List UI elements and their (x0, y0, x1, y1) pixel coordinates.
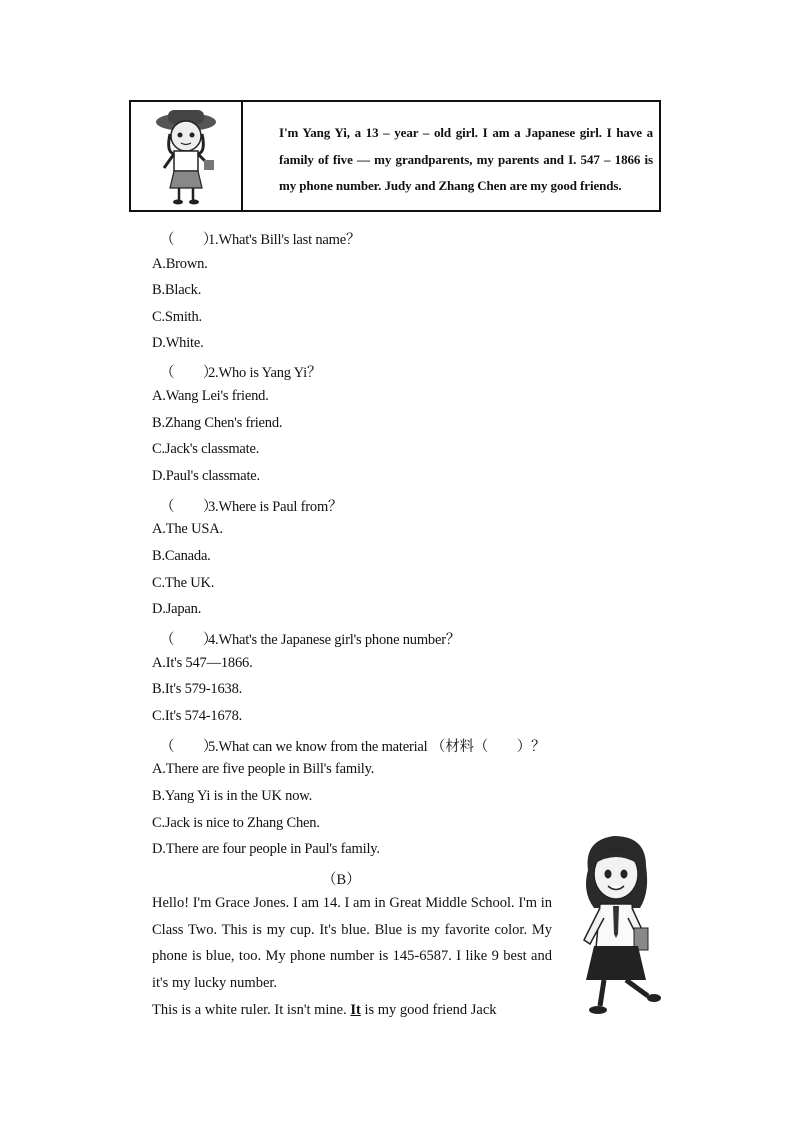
answer-blank[interactable]: （ ） (160, 739, 218, 755)
question-stem: 5.What can we know from the material （材料（ ）？ (208, 739, 546, 755)
q1-option-a: A.Brown. (152, 256, 208, 272)
question-2 (160, 361, 321, 382)
paragraph-text (120, 997, 552, 1024)
question-stem: 3.Where is Paul from？ (208, 499, 343, 515)
q3-option-d: D.Japan. (152, 601, 202, 617)
question-stem: 2.Who is Yang Yi？ (208, 365, 322, 381)
profile-passage-text: I'm Yang Yi, a 13 – year – old girl. I am a Japanese girl. I have a family of five — my grandparents, my parents and I. 547 – 1866 is my phone number. Judy and Zhang Chen are my good friends. (279, 125, 653, 193)
q3-option-b: B.Canada. (152, 548, 211, 564)
q3-option-c: C.The UK. (152, 575, 215, 591)
question-5 (160, 735, 545, 756)
q5-option-d: D.There are four people in Paul's family. (152, 841, 380, 857)
profile-passage (243, 102, 659, 210)
answer-blank[interactable]: （ ） (160, 499, 218, 515)
paragraph-text-start: This is a white ruler. It isn't mine. (152, 1002, 351, 1018)
answer-blank[interactable]: （ ） (160, 232, 218, 248)
q1-option-b: B.Black. (152, 282, 202, 298)
paragraph-text: Hello! I'm Grace Jones. I am 14. I am in Great Middle School. I'm in Class Two. This is my cup. It's blue. Blue is my favorite color. My phone is blue, too. My phone number is 145-6587. I like 9 best and it's my lucky number. (152, 895, 552, 992)
q2-option-b: B.Zhang Chen's friend. (152, 415, 283, 431)
answer-blank[interactable]: （ ） (160, 632, 218, 648)
q5-option-a: A.There are five people in Bill's family. (152, 761, 375, 777)
q1-option-d: D.White. (152, 335, 204, 351)
cartoon-girl-hat-illustration (144, 104, 228, 208)
q2-option-d: D.Paul's classmate. (152, 468, 260, 484)
q4-option-a: A.It's 547—1866. (152, 655, 253, 671)
paragraph-text-end: is my good friend Jack (360, 1002, 497, 1018)
underlined-word: It (350, 1002, 361, 1018)
section-b-label: （B） (322, 872, 361, 888)
schoolgirl-illustration (566, 830, 670, 1020)
section-b-paragraph-2 (120, 997, 552, 1024)
q1-option-c: C.Smith. (152, 309, 202, 325)
question-1 (160, 228, 360, 249)
question-stem: 1.What's Bill's last name？ (208, 232, 361, 248)
profile-box (129, 100, 661, 212)
q5-option-b: B.Yang Yi is in the UK now. (152, 788, 313, 804)
question-3 (160, 495, 342, 516)
q2-option-a: A.Wang Lei's friend. (152, 388, 269, 404)
q5-option-c: C.Jack is nice to Zhang Chen. (152, 815, 320, 831)
question-stem: 4.What's the Japanese girl's phone number？ (208, 632, 461, 648)
q4-option-b: B.It's 579-1638. (152, 681, 243, 697)
question-4 (160, 628, 460, 649)
section-b-paragraph-1 (120, 890, 552, 997)
q2-option-c: C.Jack's classmate. (152, 441, 260, 457)
girl-photo (131, 102, 243, 210)
q4-option-c: C.It's 574-1678. (152, 708, 243, 724)
q3-option-a: A.The USA. (152, 521, 223, 537)
answer-blank[interactable]: （ ） (160, 365, 218, 381)
